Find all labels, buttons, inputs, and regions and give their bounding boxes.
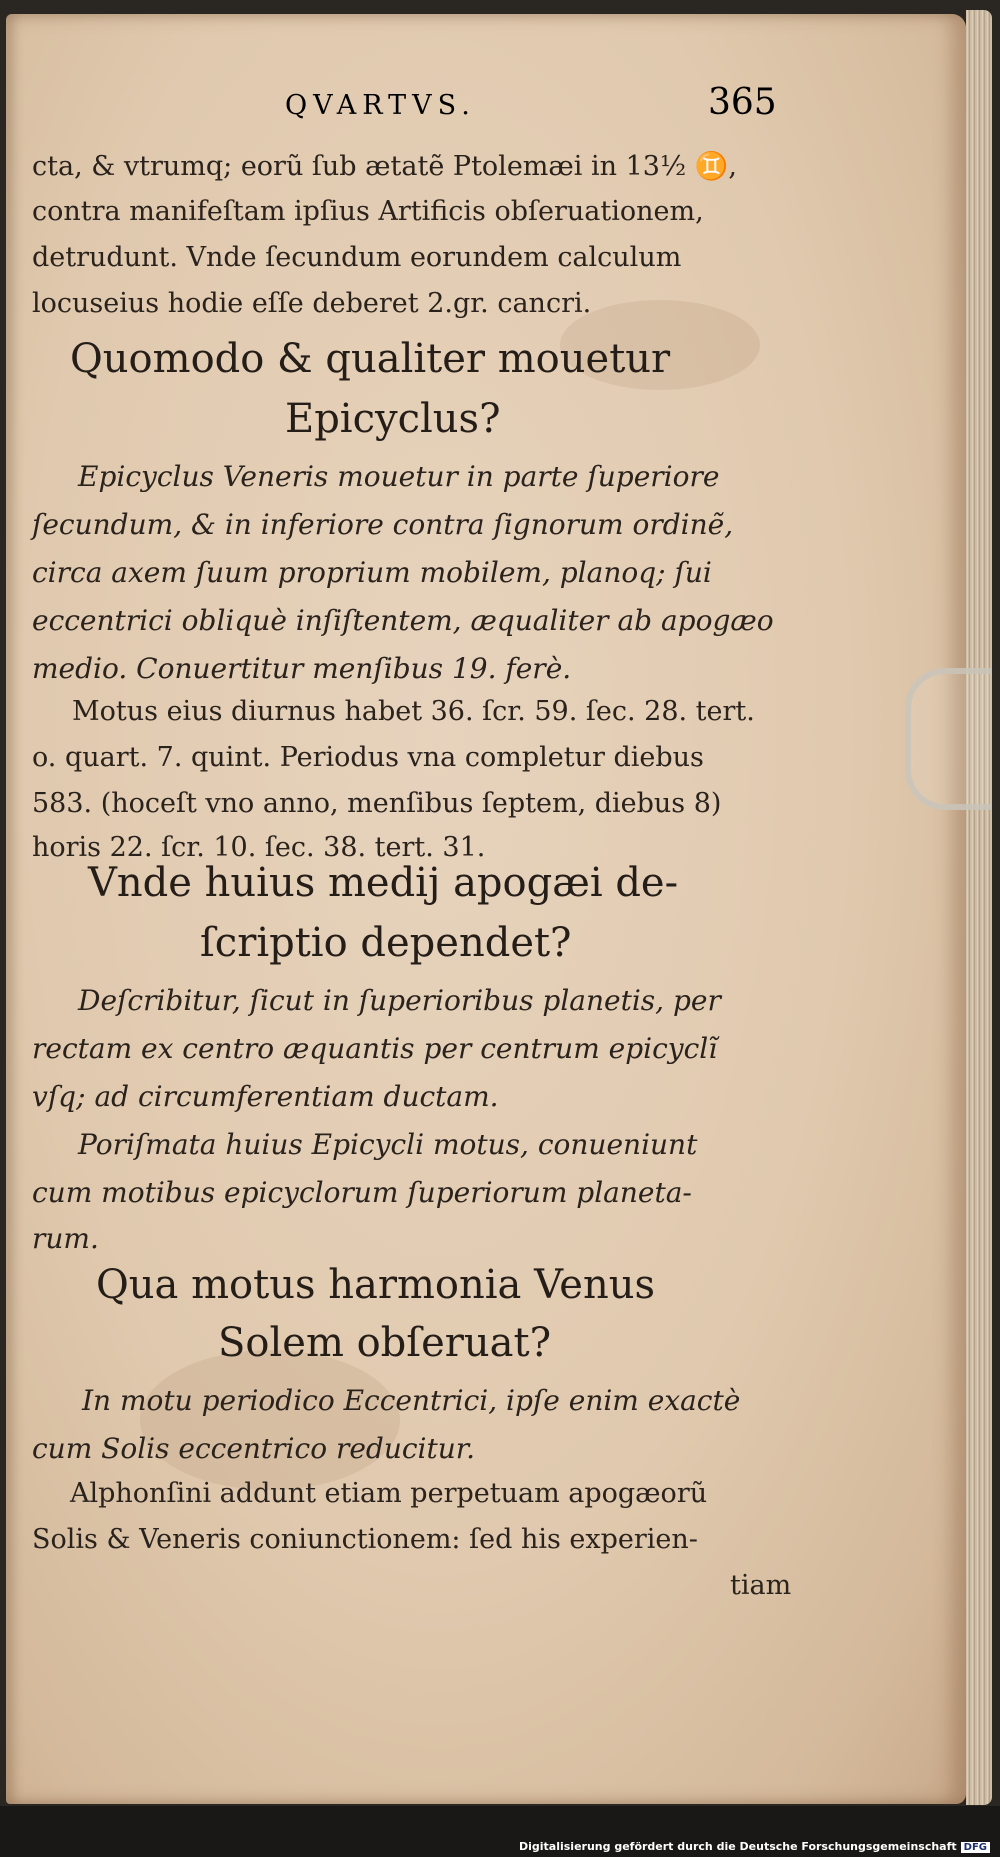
section-heading: Quomodo & qualiter mouetur [70,336,671,382]
text-line: Deſcribitur, ſicut in ſuperioribus planetis, per [78,984,721,1017]
page-edges [966,10,992,1805]
text-line: o. quart. 7. quint. Periodus vna completur diebus [32,742,704,773]
text-line: eccentrici obliquè inſiſtentem, æqualiter ab apogæo [32,604,774,637]
page-number: 365 [708,82,777,123]
text-line: cum Solis eccentrico reducitur. [32,1432,475,1465]
credit-text: Digitalisierung gefördert durch die Deutsche Forschungsgemeinschaft [518,1840,957,1853]
text-line: Poriſmata huius Epicycli motus, conueniunt [78,1128,698,1161]
text-line: Alphonſini addunt etiam perpetuam apogæorũ [70,1478,708,1509]
text-line: Solis & Veneris coniunctionem: ſed his experien- [32,1524,698,1555]
text-line: detrudunt. Vnde ſecundum eorundem calculum [32,242,682,273]
text-line: Epicyclus Veneris mouetur in parte ſuperiore [78,460,720,493]
section-heading: Epicyclus? [285,396,501,442]
text-line: locuseius hodie eſſe deberet 2.gr. cancri. [32,288,592,319]
text-line: vſq; ad circumferentiam ductam. [32,1080,499,1113]
text-line: rum. [32,1222,99,1255]
text-line: horis 22. ſcr. 10. ſec. 38. tert. 31. [32,832,486,863]
text-line: circa axem ſuum proprium mobilem, planoq; ſui [32,556,712,589]
section-heading: Solem obſeruat? [218,1320,552,1366]
stain [140,1350,400,1490]
clasp-mark [905,668,991,810]
catchword: tiam [730,1570,792,1601]
section-heading: Vnde huius medij apogæi de- [88,860,679,906]
text-line: medio. Conuertitur menſibus 19. ferè. [32,652,572,685]
text-line: contra manifeſtam ipſius Artificis obſeruationem, [32,196,704,227]
text-line: In motu periodico Eccentrici, ipſe enim exactè [82,1384,741,1417]
digitization-credit [519,1840,990,1853]
scan-footer [0,1806,1000,1857]
dfg-logo: DFG [961,1842,990,1853]
section-heading: Qua motus harmonia Venus [96,1262,656,1308]
text-line: Motus eius diurnus habet 36. ſcr. 59. ſec. 28. tert. [72,696,755,727]
text-line: rectam ex centro æquantis per centrum epicyclĩ [32,1032,718,1065]
text-line: 583. (hoceſt vno anno, menſibus ſeptem, diebus 8) [32,788,722,819]
text-line: cta, & vtrumq; eorũ ſub ætatẽ Ptolemæi in 13½ ♊, [32,151,737,182]
running-title: QVARTVS. [285,90,476,121]
text-line: cum motibus epicyclorum ſuperiorum planeta- [32,1176,692,1209]
text-line: ſecundum, & in inferiore contra ſignorum ordinẽ, [32,508,734,541]
section-heading: ſcriptio dependet? [200,920,572,966]
